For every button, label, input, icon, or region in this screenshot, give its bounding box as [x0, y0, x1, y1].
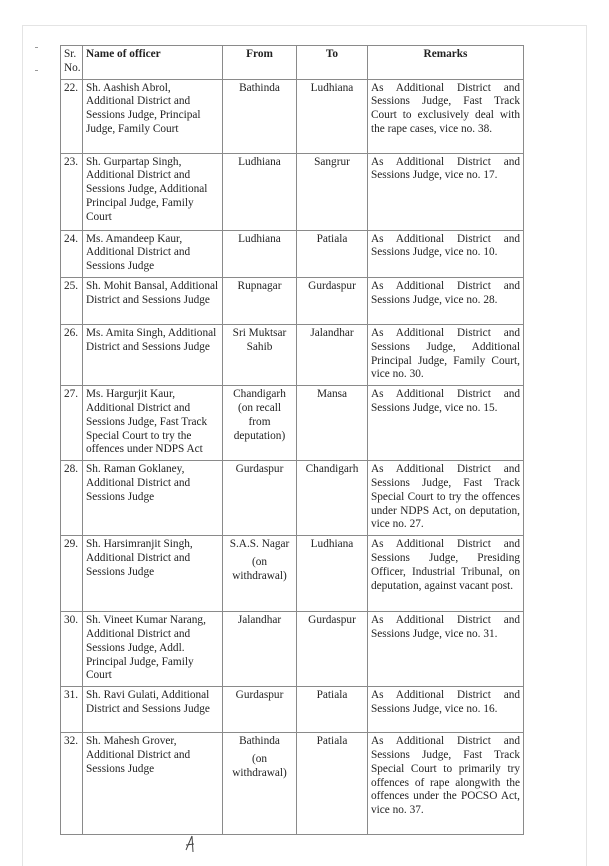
signature-icon: [183, 835, 197, 853]
row-from: [223, 277, 297, 324]
row-remarks: As Additional District and Sessions Judge, Additional Principal Judge, Family Court, vice no. 30.: [368, 324, 524, 385]
row-remarks: As Additional District and Sessions Judge, Fast Track Special Court to try the offences under NDPS Act, on deputation, vice no. 27.: [368, 461, 524, 536]
row-sr-no: 28.: [61, 461, 83, 536]
row-officer-name: Ms. Hargurjit Kaur, Additional District and Sessions Judge, Fast Track Special Court to try the offences under NDPS Act: [83, 386, 223, 461]
table-row: [61, 612, 524, 687]
row-officer-name: Sh. Ravi Gulati, Additional District and Sessions Judge: [83, 687, 223, 733]
from-note: (on withdrawal): [232, 752, 287, 779]
row-to: Chandigarh: [297, 461, 368, 536]
table-row: [61, 733, 524, 835]
row-officer-name: Sh. Mohit Bansal, Additional District and Sessions Judge: [83, 277, 223, 324]
header-remarks: Remarks: [368, 46, 524, 80]
from-place: Sri Muktsar Sahib: [232, 326, 287, 353]
row-sr-no: 29.: [61, 536, 83, 612]
row-from: [223, 153, 297, 230]
table-row: [61, 79, 524, 153]
row-to: Patiala: [297, 230, 368, 277]
row-officer-name: Ms. Amandeep Kaur, Additional District and Sessions Judge: [83, 230, 223, 277]
row-from: [223, 612, 297, 687]
row-sr-no: 24.: [61, 230, 83, 277]
row-from: [223, 461, 297, 536]
table-row: [61, 536, 524, 612]
row-to: Sangrur: [297, 153, 368, 230]
row-remarks: As Additional District and Sessions Judge, vice no. 16.: [368, 687, 524, 733]
row-to: Ludhiana: [297, 536, 368, 612]
row-from: [223, 386, 297, 461]
row-to: Ludhiana: [297, 79, 368, 153]
row-remarks: As Additional District and Sessions Judge, Fast Track Special Court to primarily try offences of rape alongwith the offences under the POCSO Act, vice no. 37.: [368, 733, 524, 835]
transfer-table: [60, 45, 524, 835]
from-place: Bathinda: [239, 81, 280, 94]
row-remarks: As Additional District and Sessions Judge, Presiding Officer, Industrial Tribunal, on deputation, against vacant post.: [368, 536, 524, 612]
row-officer-name: Sh. Harsimranjit Singh, Additional District and Sessions Judge: [83, 536, 223, 612]
table-row: [61, 461, 524, 536]
row-officer-name: Sh. Aashish Abrol, Additional District and Sessions Judge, Principal Judge, Family Court: [83, 79, 223, 153]
table-row: [61, 153, 524, 230]
row-from: [223, 79, 297, 153]
from-place: Bathinda: [239, 735, 280, 748]
table-row: [61, 386, 524, 461]
from-place: Jalandhar: [237, 614, 282, 627]
row-from: [223, 324, 297, 385]
row-sr-no: 32.: [61, 733, 83, 835]
row-to: Patiala: [297, 687, 368, 733]
row-to: Jalandhar: [297, 324, 368, 385]
margin-mark: [35, 47, 38, 48]
row-officer-name: Sh. Mahesh Grover, Additional District and Sessions Judge: [83, 733, 223, 835]
row-sr-no: 30.: [61, 612, 83, 687]
row-from: [223, 733, 297, 835]
header-sr-no: Sr. No.: [61, 46, 83, 80]
table-row: [61, 277, 524, 324]
header-from: From: [223, 46, 297, 80]
row-sr-no: 27.: [61, 386, 83, 461]
header-name-of-officer: Name of officer: [83, 46, 223, 80]
row-remarks: As Additional District and Sessions Judge, Fast Track Court to exclusively deal with the rape cases, vice no. 38.: [368, 79, 524, 153]
row-remarks: As Additional District and Sessions Judge, vice no. 28.: [368, 277, 524, 324]
row-from: [223, 536, 297, 612]
from-place: Gurdaspur: [235, 463, 284, 476]
row-officer-name: Sh. Vineet Kumar Narang, Additional District and Sessions Judge, Addl. Principal Judge, Family Court: [83, 612, 223, 687]
from-note: (on withdrawal): [232, 555, 287, 582]
table-header-row: [61, 46, 524, 80]
row-sr-no: 22.: [61, 79, 83, 153]
row-remarks: As Additional District and Sessions Judge, vice no. 10.: [368, 230, 524, 277]
row-remarks: As Additional District and Sessions Judge, vice no. 31.: [368, 612, 524, 687]
from-place: Gurdaspur: [235, 689, 284, 702]
from-place: Chandigarh: [233, 388, 286, 401]
row-sr-no: 31.: [61, 687, 83, 733]
from-note: (on recall from deputation): [233, 401, 286, 442]
header-to: To: [297, 46, 368, 80]
row-to: Gurdaspur: [297, 277, 368, 324]
row-sr-no: 26.: [61, 324, 83, 385]
table-row: [61, 687, 524, 733]
from-place: Rupnagar: [237, 279, 282, 292]
row-sr-no: 23.: [61, 153, 83, 230]
row-officer-name: Ms. Amita Singh, Additional District and Sessions Judge: [83, 324, 223, 385]
table-row: [61, 324, 524, 385]
row-sr-no: 25.: [61, 277, 83, 324]
row-officer-name: Sh. Gurpartap Singh, Additional District and Sessions Judge, Additional Principal Judge, Family Court: [83, 153, 223, 230]
row-officer-name: Sh. Raman Goklaney, Additional District and Sessions Judge: [83, 461, 223, 536]
row-remarks: As Additional District and Sessions Judge, vice no. 17.: [368, 153, 524, 230]
row-to: Patiala: [297, 733, 368, 835]
row-from: [223, 230, 297, 277]
row-to: Gurdaspur: [297, 612, 368, 687]
table-row: [61, 230, 524, 277]
row-from: [223, 687, 297, 733]
row-to: Mansa: [297, 386, 368, 461]
from-place: Ludhiana: [238, 232, 281, 245]
row-remarks: As Additional District and Sessions Judge, vice no. 15.: [368, 386, 524, 461]
from-place: S.A.S. Nagar: [229, 538, 290, 551]
from-place: Ludhiana: [238, 155, 281, 168]
margin-mark: [35, 70, 38, 71]
